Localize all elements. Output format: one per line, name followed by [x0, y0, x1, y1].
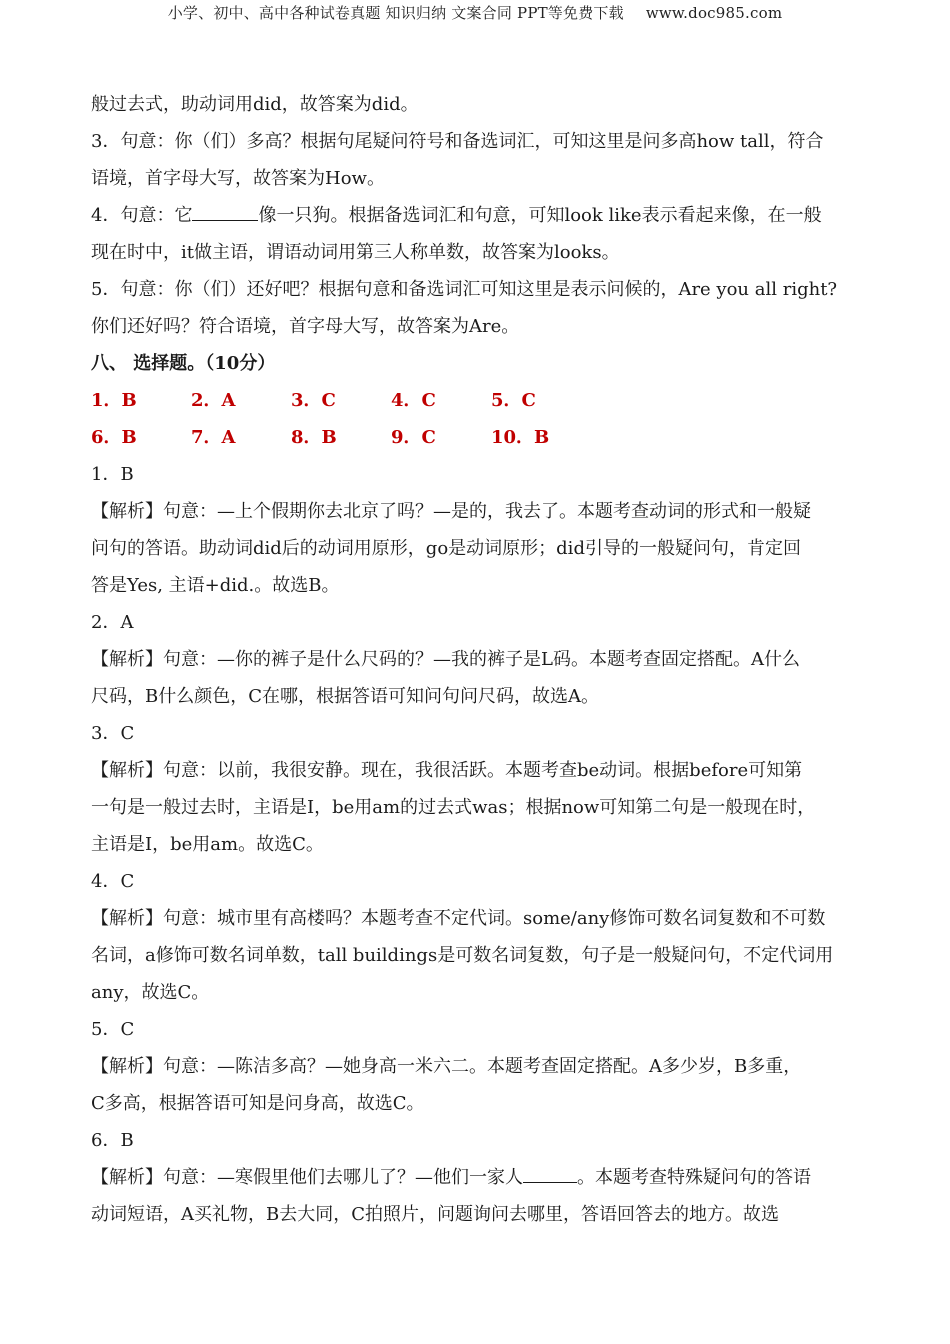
- explanation-line: 问句的答语。助动词did后的动词用原形，go是动词原形；did引导的一般疑问句，肯定回: [91, 538, 801, 559]
- explanation-line: 【解析】句意：—陈洁多高？—她身高一米六二。本题考查固定搭配。A多少岁，B多重，: [91, 1056, 802, 1077]
- text-line: 现在时中，it做主语，谓语动词用第三人称单数，故答案为looks。: [91, 242, 620, 263]
- text-line: 5．句意：你（们）还好吧？根据句意和备选词汇可知这里是表示问候的，Are you all right?: [91, 279, 838, 300]
- page-header: [0, 2, 950, 23]
- answer-key: 9．C: [391, 427, 436, 448]
- answer-blank: [523, 1160, 577, 1183]
- answer-key: 8．B: [291, 427, 337, 448]
- text-line: 3．句意：你（们）多高？根据句尾疑问符号和备选词汇，可知这里是问多高how tall，符合: [91, 131, 824, 152]
- answer-key: 10．B: [491, 427, 550, 448]
- explanation-line: 【解析】句意：—上个假期你去北京了吗？—是的，我去了。本题考查动词的形式和一般疑: [91, 501, 811, 522]
- explanation-line: 答是Yes, 主语+did.。故选B。: [91, 575, 340, 596]
- explanation-line: 尺码，B什么颜色，C在哪，根据答语可知问句问尺码，故选A。: [91, 686, 599, 707]
- answer-row: [91, 419, 859, 456]
- document-body: [91, 86, 859, 1233]
- question-number: 1．B: [91, 464, 134, 485]
- q4-line: [91, 197, 859, 234]
- q6-before: 【解析】句意：—寒假里他们去哪儿了？—他们一家人: [91, 1167, 523, 1188]
- q4-after: 像一只狗。根据备选词汇和句意，可知look like表示看起来像，在一般: [258, 205, 822, 226]
- header-url[interactable]: www.doc985.com: [645, 4, 783, 22]
- explanation-line: any，故选C。: [91, 982, 210, 1003]
- q6-explanation-line: [91, 1159, 859, 1196]
- answer-blank: [192, 198, 258, 221]
- question-number: 4．C: [91, 871, 135, 892]
- answer-row: [91, 382, 859, 419]
- explanation-line: C多高，根据答语可知是问身高，故选C。: [91, 1093, 425, 1114]
- explanation-line: 一句是一般过去时，主语是I，be用am的过去式was；根据now可知第二句是一般现在时，: [91, 797, 816, 818]
- text-line: 般过去式，助动词用did，故答案为did。: [91, 94, 419, 115]
- answer-key: 6．B: [91, 427, 137, 448]
- explanation-line: 动词短语，A买礼物，B去大同，C拍照片，问题询问去哪里，答语回答去的地方。故选: [91, 1204, 779, 1225]
- explanation-line: 【解析】句意：—你的裤子是什么尺码的？—我的裤子是L码。本题考查固定搭配。A什么: [91, 649, 800, 670]
- answer-key: 7．A: [191, 427, 236, 448]
- text-line: 语境，首字母大写，故答案为How。: [91, 168, 385, 189]
- header-text: 小学、初中、高中各种试卷真题 知识归纳 文案合同 PPT等免费下载: [167, 4, 624, 22]
- question-number: 2．A: [91, 612, 134, 633]
- text-line: 你们还好吗？符合语境，首字母大写，故答案为Are。: [91, 316, 520, 337]
- question-number: 6．B: [91, 1130, 134, 1151]
- q6-after: 。本题考查特殊疑问句的答语: [577, 1167, 811, 1188]
- question-number: 3．C: [91, 723, 135, 744]
- explanation-line: 主语是I，be用am。故选C。: [91, 834, 324, 855]
- explanation-line: 【解析】句意：城市里有高楼吗？本题考查不定代词。some/any修饰可数名词复数和不可数: [91, 908, 826, 929]
- answer-key: 1．B: [91, 390, 137, 411]
- q4-before: 4．句意：它: [91, 205, 193, 226]
- explanation-line: 【解析】句意：以前，我很安静。现在，我很活跃。本题考查be动词。根据before可知第: [91, 760, 803, 781]
- section-title: 八、 选择题。（10分）: [91, 353, 276, 374]
- question-number: 5．C: [91, 1019, 135, 1040]
- answer-key: 5．C: [491, 390, 536, 411]
- answer-key: 2．A: [191, 390, 236, 411]
- explanation-line: 名词，a修饰可数名词单数，tall buildings是可数名词复数，句子是一般疑问句，不定代词用: [91, 945, 834, 966]
- answer-key: 3．C: [291, 390, 336, 411]
- answer-key: 4．C: [391, 390, 436, 411]
